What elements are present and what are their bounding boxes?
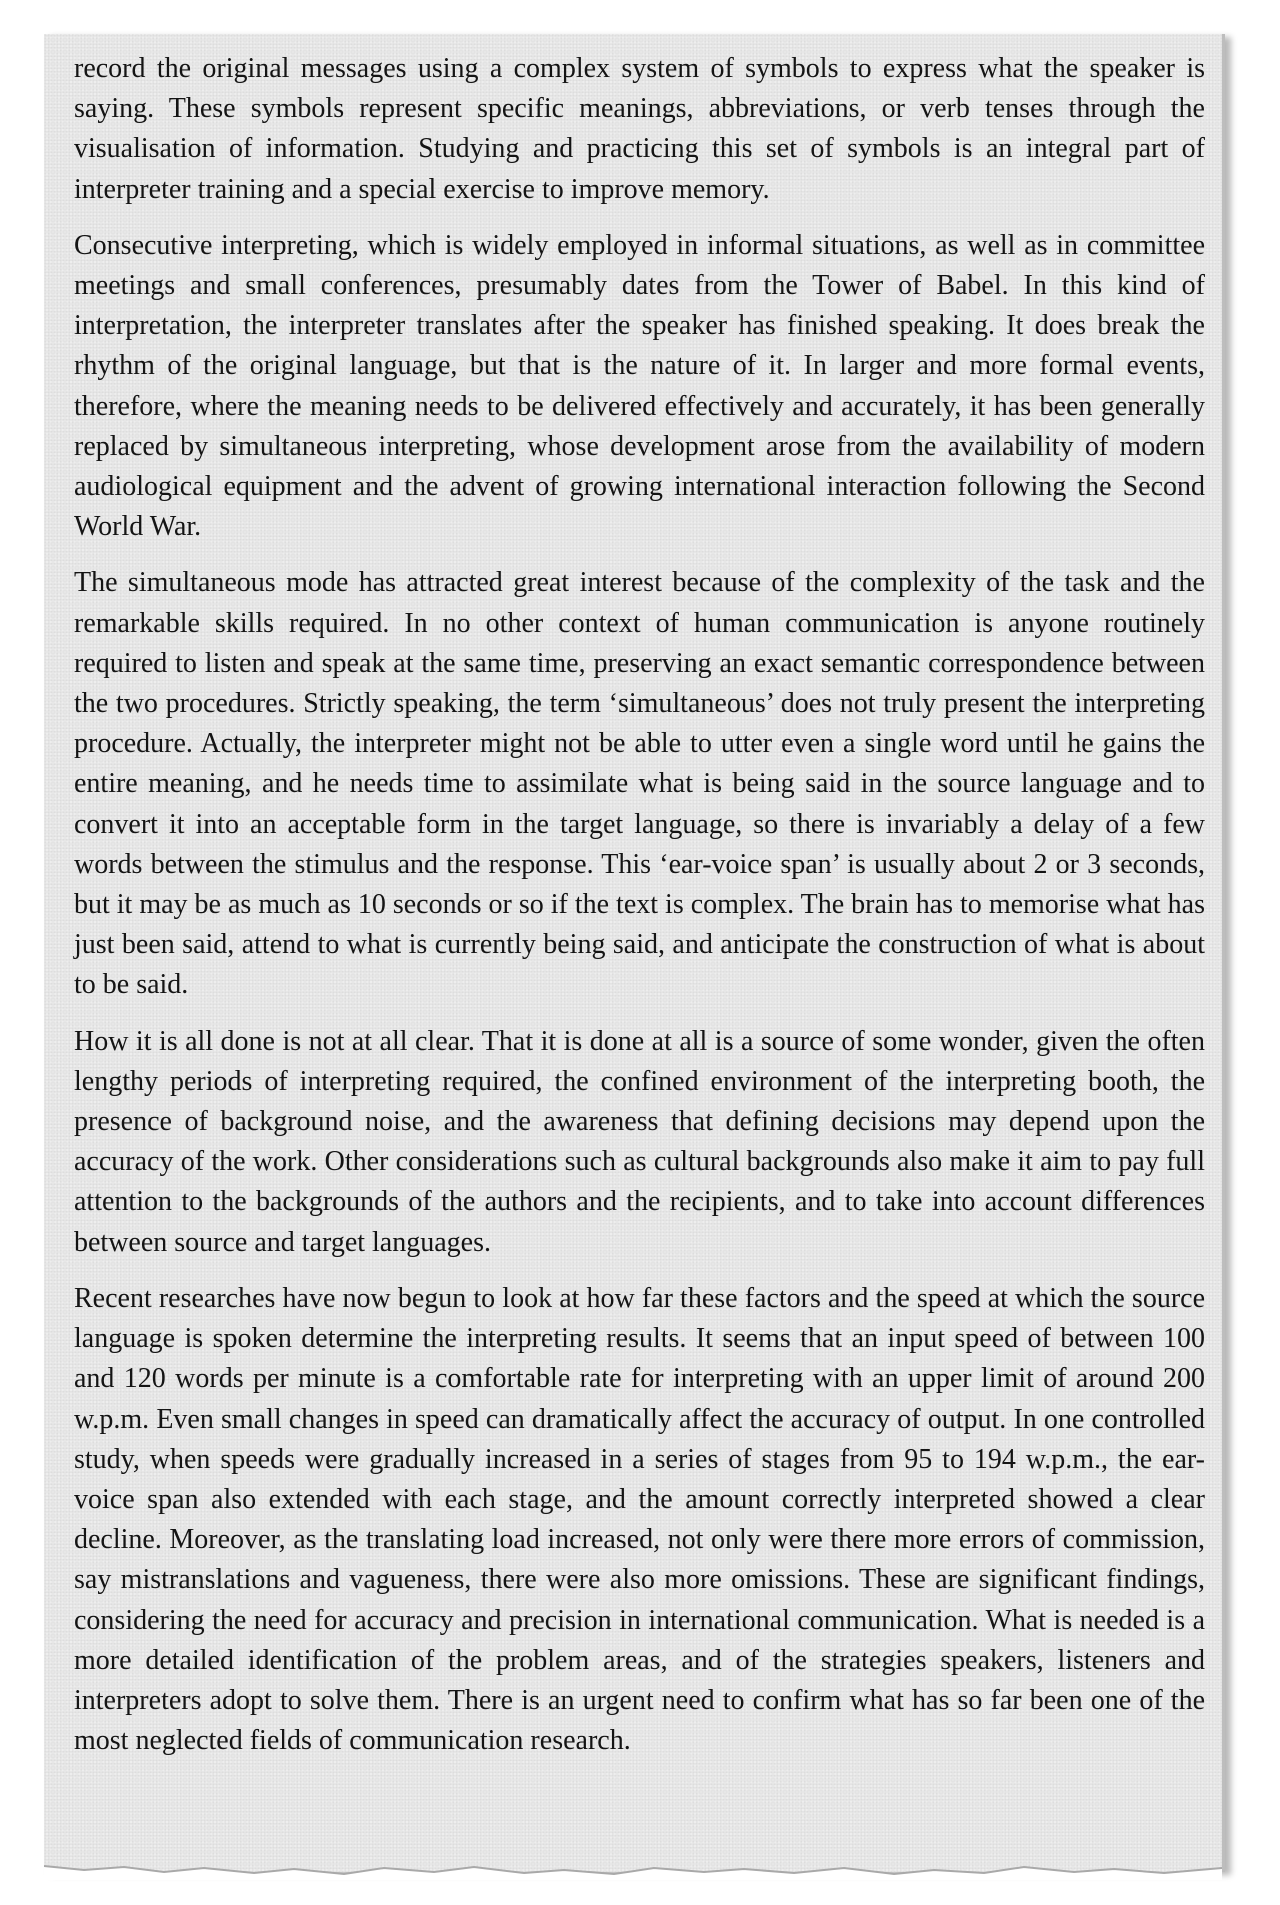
paragraph-how-it-is-done: How it is all done is not at all clear. That it is done at all is a source of some wonder, given the often lengthy periods of interpreting required, the confined environment of the interpreting booth, the presence of background noise, and the awareness that defining decisions may depend upon the accuracy of the work. Other considerations such as cultural backgrounds also make it aim to pay full attention to the backgrounds of the authors and the recipients, and to take into account differences between source and target languages. (74, 1025, 1205, 1258)
paper-page (44, 34, 1225, 1872)
paragraph-symbols: record the original messages using a complex system of symbols to express what the speaker is saying. These symbols represent specific meanings, abbreviations, or verb tenses through the visualisation of information. Studying and practicing this set of symbols is an integral part of interpreter training and a special exercise to improve memory. (74, 53, 1205, 205)
paragraph-simultaneous-mode: The simultaneous mode has attracted great interest because of the complexity of the task and the remarkable skills required. In no other context of human communication is anyone routinely required to listen and speak at the same time, preserving an exact semantic correspondence between the two procedures. Strictly speaking, the term ‘simultaneous’ does not truly present the interpreting procedure. Actually, the interpreter might not be able to utter even a single word until he gains the entire meaning, and he needs time to assimilate what is being said in the source language and to convert it into an acceptable form in the target language, so there is invariably a delay of a few words between the stimulus and the response. This ‘ear-voice span’ is usually about 2 or 3 seconds, but it may be as much as 10 seconds or so if the text is complex. The brain has to memorise what has just been said, attend to what is currently being said, and anticipate the construction of what is about to be said. (74, 567, 1205, 1001)
paragraph-recent-research: Recent researches have now begun to look at how far these factors and the speed at which the source language is spoken determine the interpreting results. It seems that an input speed of between 100 and 120 words per minute is a comfortable rate for interpreting with an upper limit of around 200 w.p.m. Even small changes in speed can dramatically affect the accuracy of output. In one controlled study, when speeds were gradually increased in a series of stages from 95 to 194 w.p.m., the ear-voice span also extended with each stage, and the amount correctly interpreted showed a clear decline. Moreover, as the translating load increased, not only were there more errors of commission, say mistranslations and vagueness, there were also more omissions. These are significant findings, considering the need for accuracy and precision in international communication. What is needed is a more detailed identification of the problem areas, and of the strategies speakers, listeners and interpreters adopt to solve them. There is an urgent need to confirm what has so far been one of the most neglected fields of communication research. (74, 1282, 1205, 1757)
paragraph-consecutive-interpreting: Consecutive interpreting, which is widely employed in informal situations, as well as in committee meetings and small conferences, presumably dates from the Tower of Babel. In this kind of interpretation, the interpreter translates after the speaker has finished speaking. It does break the rhythm of the original language, but that is the nature of it. In larger and more formal events, therefore, where the meaning needs to be delivered effectively and accurately, it has been generally replaced by simultaneous interpreting, whose development arose from the availability of modern audiological equipment and the advent of growing international interaction following the Second World War. (74, 229, 1205, 543)
article-body (74, 49, 1205, 1761)
torn-paper-edge (44, 1864, 1222, 1880)
